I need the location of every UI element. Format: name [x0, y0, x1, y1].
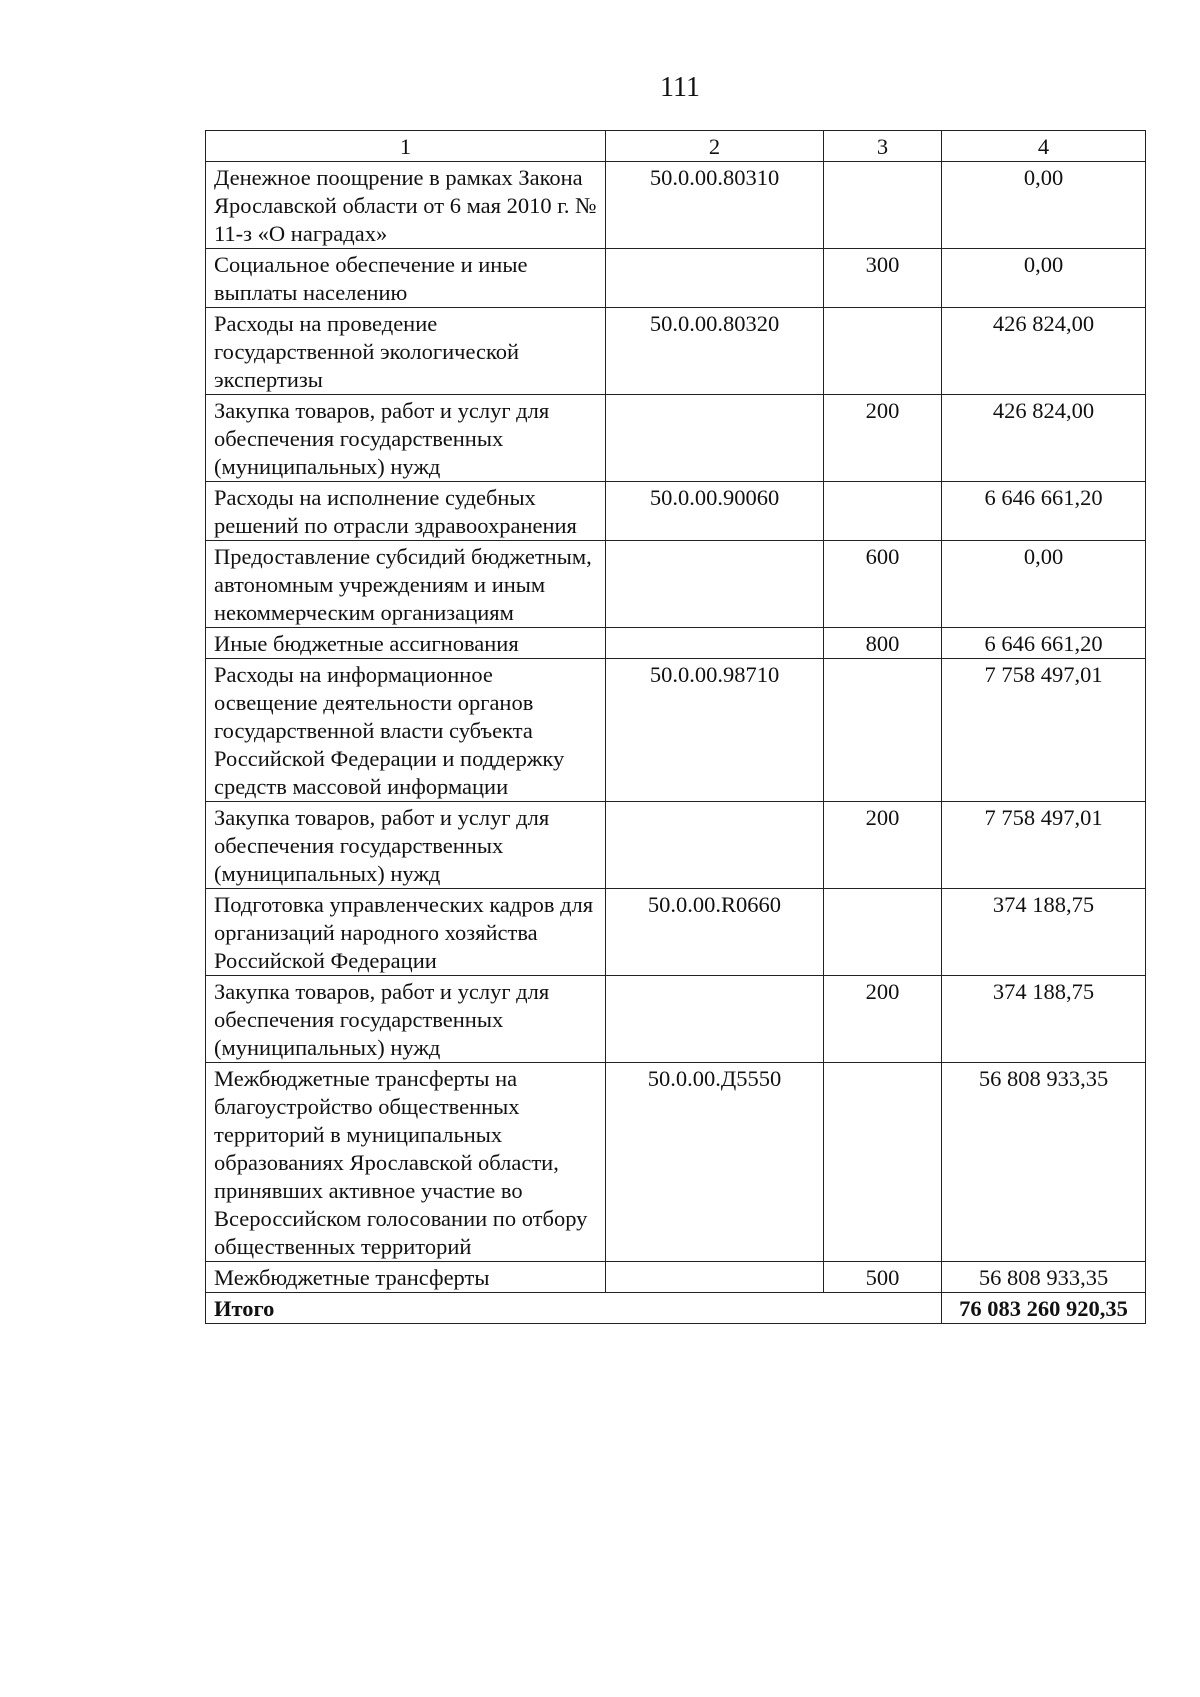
row-type: 800 [824, 628, 942, 659]
row-sum: 7 758 497,01 [942, 802, 1146, 889]
table-row [206, 162, 1146, 249]
row-code: 50.0.00.Д5550 [606, 1063, 824, 1262]
row-type: 200 [824, 395, 942, 482]
table-row [206, 659, 1146, 802]
total-row [206, 1293, 1146, 1324]
row-sum: 374 188,75 [942, 976, 1146, 1063]
row-name: Межбюджетные трансферты [206, 1262, 606, 1293]
row-sum: 0,00 [942, 249, 1146, 308]
header-col-1: 1 [206, 131, 606, 162]
row-name: Денежное поощрение в рамках Закона Ярославской области от 6 мая 2010 г. № 11-з «О наградах» [206, 162, 606, 249]
row-sum: 0,00 [942, 162, 1146, 249]
table-row [206, 802, 1146, 889]
row-name: Закупка товаров, работ и услуг для обеспечения государственных (муниципальных) нужд [206, 976, 606, 1063]
row-name: Закупка товаров, работ и услуг для обеспечения государственных (муниципальных) нужд [206, 802, 606, 889]
row-type: 200 [824, 976, 942, 1063]
table-header-row [206, 131, 1146, 162]
row-code [606, 628, 824, 659]
row-name: Закупка товаров, работ и услуг для обеспечения государственных (муниципальных) нужд [206, 395, 606, 482]
row-code [606, 802, 824, 889]
row-code: 50.0.00.80320 [606, 308, 824, 395]
row-sum: 6 646 661,20 [942, 628, 1146, 659]
row-sum: 374 188,75 [942, 889, 1146, 976]
row-sum: 426 824,00 [942, 308, 1146, 395]
header-col-3: 3 [824, 131, 942, 162]
row-type: 500 [824, 1262, 942, 1293]
row-name: Предоставление субсидий бюджетным, автономным учреждениям и иным некоммерческим организациям [206, 541, 606, 628]
table-row [206, 395, 1146, 482]
row-type [824, 308, 942, 395]
row-sum: 7 758 497,01 [942, 659, 1146, 802]
row-type: 300 [824, 249, 942, 308]
total-sum: 76 083 260 920,35 [942, 1293, 1146, 1324]
total-label: Итого [206, 1293, 942, 1324]
row-name: Расходы на исполнение судебных решений по отрасли здравоохранения [206, 482, 606, 541]
table-row [206, 249, 1146, 308]
row-code [606, 976, 824, 1063]
row-name: Расходы на информационное освещение деятельности органов государственной власти субъекта Российской Федерации и поддержку средств массовой информации [206, 659, 606, 802]
row-name: Иные бюджетные ассигнования [206, 628, 606, 659]
table-row [206, 482, 1146, 541]
row-type [824, 889, 942, 976]
page-number: 111 [660, 72, 700, 103]
row-name: Подготовка управленческих кадров для организаций народного хозяйства Российской Федерации [206, 889, 606, 976]
row-type: 200 [824, 802, 942, 889]
row-name: Межбюджетные трансферты на благоустройство общественных территорий в муниципальных образованиях Ярославской области, принявших активное участие во Всероссийском голосовании по отбору общественных территорий [206, 1063, 606, 1262]
table-row [206, 976, 1146, 1063]
row-code [606, 541, 824, 628]
header-col-4: 4 [942, 131, 1146, 162]
row-sum: 6 646 661,20 [942, 482, 1146, 541]
row-name: Расходы на проведение государственной экологической экспертизы [206, 308, 606, 395]
row-code [606, 395, 824, 482]
row-type [824, 482, 942, 541]
row-code: 50.0.00.80310 [606, 162, 824, 249]
row-code: 50.0.00.90060 [606, 482, 824, 541]
row-type [824, 1063, 942, 1262]
row-type [824, 659, 942, 802]
row-code [606, 1262, 824, 1293]
row-code [606, 249, 824, 308]
table-row [206, 628, 1146, 659]
row-sum: 56 808 933,35 [942, 1063, 1146, 1262]
row-sum: 426 824,00 [942, 395, 1146, 482]
row-sum: 0,00 [942, 541, 1146, 628]
row-sum: 56 808 933,35 [942, 1262, 1146, 1293]
table-row [206, 541, 1146, 628]
table-row [206, 889, 1146, 976]
row-code: 50.0.00.98710 [606, 659, 824, 802]
row-name: Социальное обеспечение и иные выплаты населению [206, 249, 606, 308]
header-col-2: 2 [606, 131, 824, 162]
row-type [824, 162, 942, 249]
row-code: 50.0.00.R0660 [606, 889, 824, 976]
row-type: 600 [824, 541, 942, 628]
table-row [206, 1063, 1146, 1262]
table-row [206, 1262, 1146, 1293]
table-row [206, 308, 1146, 395]
budget-table [205, 130, 1146, 1324]
